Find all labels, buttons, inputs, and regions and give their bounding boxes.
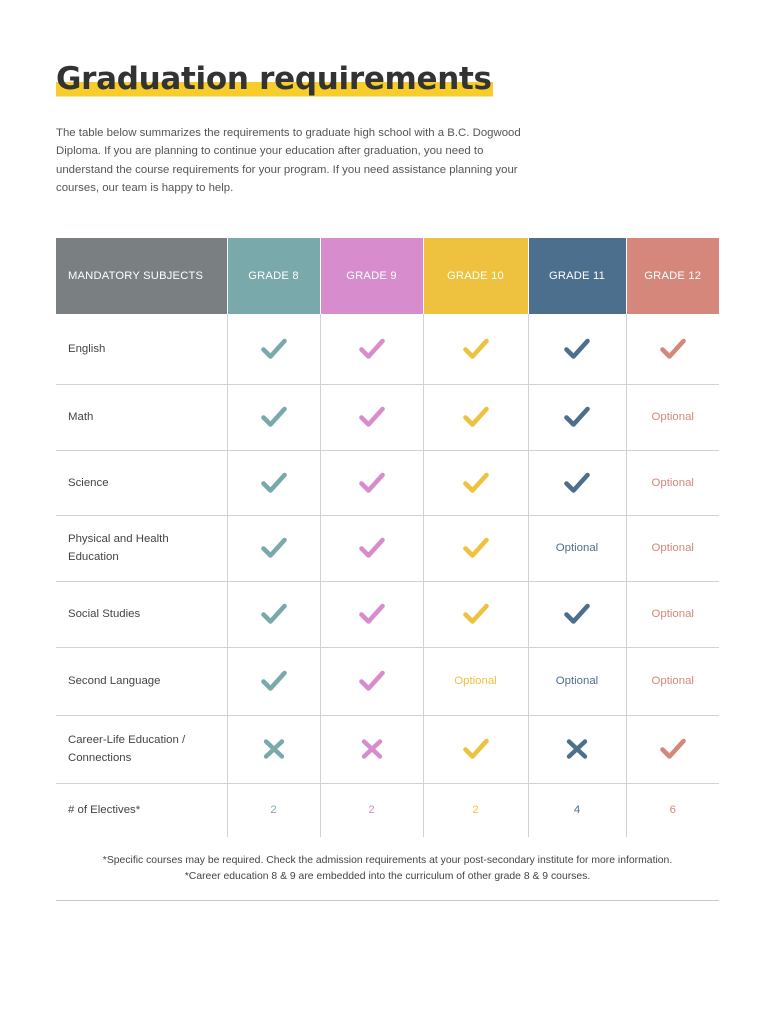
electives-count: 2	[423, 783, 528, 837]
electives-count: 6	[626, 783, 719, 837]
requirement-cell	[423, 384, 528, 450]
footnote-1: *Specific courses may be required. Check the admission requirements at your post-secondary institute for more information.	[102, 855, 673, 866]
requirement-cell	[320, 450, 423, 515]
optional-label: Optional	[528, 647, 626, 715]
requirement-cell	[227, 314, 320, 384]
checkmark-icon	[463, 406, 489, 428]
checkmark-icon	[261, 603, 287, 625]
optional-label: Optional	[626, 647, 719, 715]
table-row	[56, 450, 719, 515]
subject-label: Science	[56, 450, 227, 515]
table-row	[56, 715, 719, 783]
requirement-cell	[227, 581, 320, 647]
requirement-cell	[528, 384, 626, 450]
checkmark-icon	[463, 603, 489, 625]
checkmark-icon	[564, 472, 590, 494]
requirement-cell	[528, 314, 626, 384]
checkmark-icon	[261, 338, 287, 360]
optional-label: Optional	[626, 515, 719, 581]
requirement-cell	[528, 581, 626, 647]
requirement-cell	[423, 314, 528, 384]
checkmark-icon	[359, 603, 385, 625]
header-grade-9: GRADE 9	[320, 238, 423, 314]
checkmark-icon	[261, 537, 287, 559]
table-row	[56, 515, 719, 581]
checkmark-icon	[261, 670, 287, 692]
checkmark-icon	[359, 670, 385, 692]
header-grade-12: GRADE 12	[626, 238, 719, 314]
electives-count: 2	[320, 783, 423, 837]
optional-label: Optional	[528, 515, 626, 581]
optional-label: Optional	[423, 647, 528, 715]
requirement-cell	[423, 450, 528, 515]
checkmark-icon	[261, 472, 287, 494]
checkmark-icon	[463, 738, 489, 760]
table-body	[56, 314, 719, 837]
checkmark-icon	[359, 472, 385, 494]
requirement-cell	[320, 515, 423, 581]
subject-label: Career-Life Education / Connections	[56, 715, 227, 783]
checkmark-icon	[359, 406, 385, 428]
checkmark-icon	[359, 537, 385, 559]
subject-label: # of Electives*	[68, 804, 141, 817]
header-grade-10: GRADE 10	[423, 238, 528, 314]
checkmark-icon	[463, 537, 489, 559]
requirement-cell	[227, 715, 320, 783]
requirement-cell	[320, 384, 423, 450]
requirement-cell	[423, 515, 528, 581]
requirement-cell	[423, 715, 528, 783]
cross-icon	[565, 738, 589, 760]
requirement-cell	[320, 314, 423, 384]
footer-divider	[56, 900, 719, 901]
electives-count: 4	[528, 783, 626, 837]
optional-label: Optional	[626, 450, 719, 515]
requirement-cell	[227, 515, 320, 581]
checkmark-icon	[660, 738, 686, 760]
table-header-row	[56, 238, 719, 314]
optional-label: Optional	[626, 384, 719, 450]
cross-icon	[360, 738, 384, 760]
header-mandatory-subjects: MANDATORY SUBJECTS	[56, 238, 227, 314]
checkmark-icon	[463, 338, 489, 360]
subject-label: Social Studies	[56, 581, 227, 647]
requirement-cell	[227, 384, 320, 450]
checkmark-icon	[261, 406, 287, 428]
requirement-cell	[626, 314, 719, 384]
requirement-cell	[528, 450, 626, 515]
optional-label: Optional	[626, 581, 719, 647]
checkmark-icon	[660, 338, 686, 360]
requirement-cell	[320, 715, 423, 783]
header-grade-11: GRADE 11	[528, 238, 626, 314]
table-row	[56, 647, 719, 715]
subject-label: Second Language	[56, 647, 227, 715]
page-title: Graduation requirements	[56, 61, 492, 97]
checkmark-icon	[463, 472, 489, 494]
cross-icon	[262, 738, 286, 760]
header-grade-8: GRADE 8	[227, 238, 320, 314]
requirement-cell	[626, 715, 719, 783]
requirement-cell	[528, 715, 626, 783]
table-row	[56, 314, 719, 384]
requirement-cell	[423, 581, 528, 647]
checkmark-icon	[359, 338, 385, 360]
requirements-table	[56, 238, 719, 837]
table-row	[56, 384, 719, 450]
table-row	[56, 783, 719, 837]
intro-paragraph: The table below summarizes the requirements to graduate high school with a B.C. Dogwood Diploma. If you are planning to continue your education after graduation, you need to understand the course requirements for your program. If you need assistance planning your courses, our team is happy to help.	[56, 127, 521, 195]
requirement-cell	[227, 647, 320, 715]
subject-label: English	[56, 314, 227, 384]
title-wrapper	[56, 60, 493, 98]
electives-count: 2	[227, 783, 320, 837]
footnotes	[56, 853, 719, 885]
subject-label: Physical and Health Education	[56, 515, 227, 581]
table-row	[56, 581, 719, 647]
requirement-cell	[320, 647, 423, 715]
footnote-2: *Career education 8 & 9 are embedded into the curriculum of other grade 8 & 9 courses.	[184, 871, 591, 882]
subject-label: Math	[56, 384, 227, 450]
checkmark-icon	[564, 338, 590, 360]
checkmark-icon	[564, 406, 590, 428]
requirement-cell	[227, 450, 320, 515]
checkmark-icon	[564, 603, 590, 625]
requirement-cell	[320, 581, 423, 647]
